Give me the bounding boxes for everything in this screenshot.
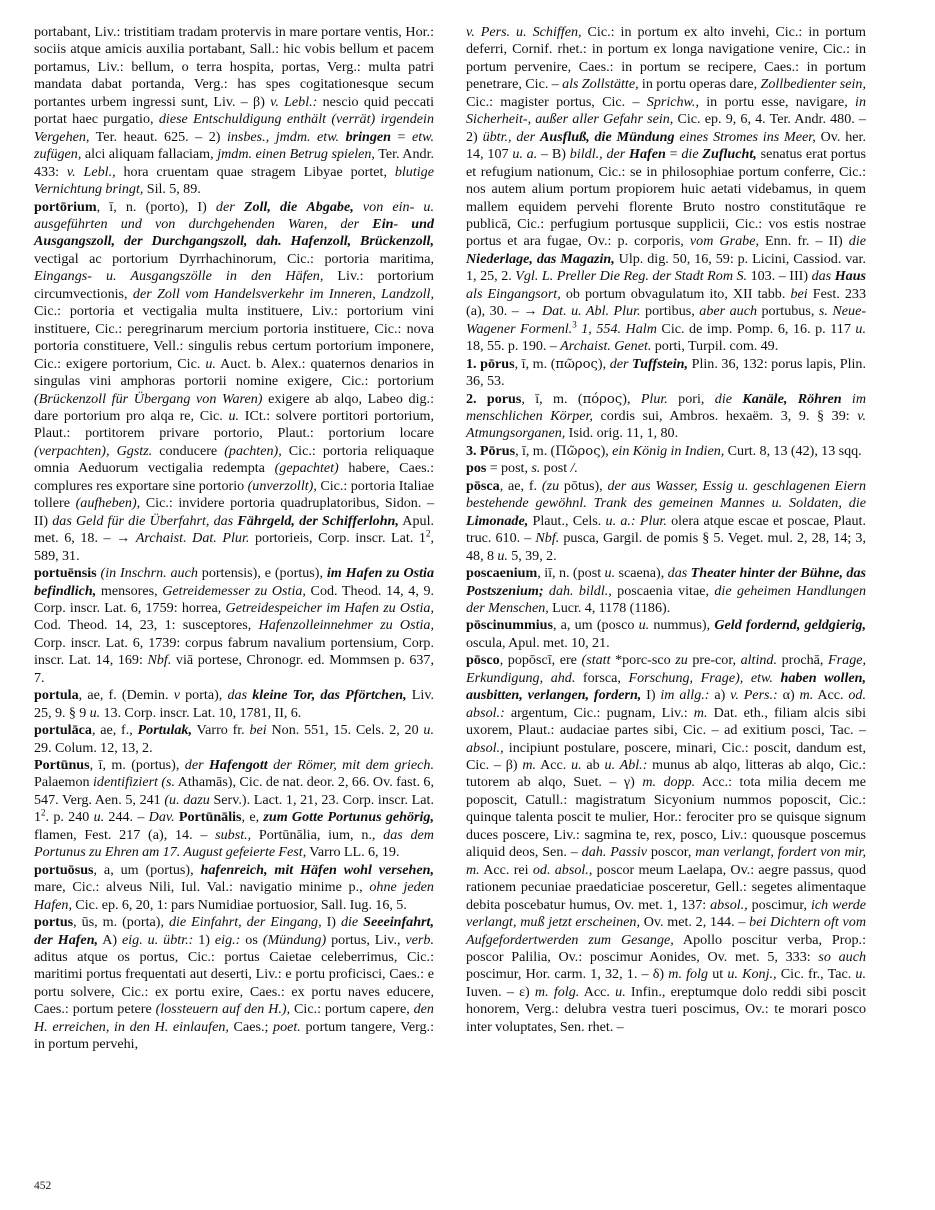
- dictionary-entry: portulāca, ae, f., Portulak, Varro fr. bei Non. 551, 15. Cels. 2, 20 u. 29. Colum. 12, 13, 2.: [34, 722, 434, 756]
- dictionary-entry: portula, ae, f. (Demin. v porta), das kleine Tor, das Pförtchen, Liv. 25, 9. § 9 u. 13. Corp. inscr. Lat. 10, 1781, II, 6.: [34, 687, 434, 721]
- dictionary-entry: portabant, Liv.: tristitiam tradam protervis in mare portare ventis, Hor.: sociis atque amicis auxilia portabant, Sall.: hic vobis bellum et pacem portamus, Liv.: bellum, o terra hospita, portas, Verg.: multa patri mandata dabat portanda, Verg.: has spes cogitationesque secum portantes urbem ingressi sunt, Liv. – β) v. Lebl.: nescio quid peccati portat haec purgatio, diese Entschuldigung enthält (verrät) irgendein Vergehen, Ter. heaut. 625. – 2) insbes., jmdm. etw. bringen = etw. zufügen, alci aliquam fallaciam, jmdm. einen Betrug spielen, Ter. Andr. 433: v. Lebl., hora cruentam quae stragem Libyae portet, blutige Vernichtung bringt, Sil. 5, 89.: [34, 24, 435, 198]
- dictionary-entry: portuēnsis (in Inschrn. auch portensis), e (portus), im Hafen zu Ostia befindlich, mensores, Getreidemesser zu Ostia, Cod. Theod. 14, 4, 9. Corp. inscr. Lat. 6, 1759: horrea, Getreidespeicher im Hafen zu Ostia, Cod. Theod. 14, 23, 1: susceptores, Hafenzolleinnehmer zu Ostia, Corp. inscr. Lat. 6, 1739: corpus fabrum navalium portensium, Corp. inscr. Lat. 14, 169: Nbf. viā portese, Chronogr. ed. Mommsen p. 637, 7.: [34, 565, 435, 686]
- dictionary-entry: portuōsus, a, um (portus), hafenreich, mit Häfen wohl versehen, mare, Cic.: alveus Nili, Iul. Val.: navigatio minime p., ohne jeden Hafen, Cic. ep. 6, 20, 1: pars Numidiae portuosior, Sall. Iug. 16, 5.: [34, 861, 434, 913]
- dictionary-entry: pōsco, popōscī, ere (statt *porc-sco zu pre-cor, altind. prochā, Frage, Erkundigung, ahd. forsca, Forschung, Frage), etw. haben wollen, ausbitten, verlangen, fordern, I) im allg.: a) v. Pers.: α) m. Acc. od. absol.: argentum, Cic.: pugnam, Liv.: m. Dat. eth., filiam alcis sibi uxorem, Plaut.: audaciae partes sibi, Cic. – ad exitium posci, Tac. – absol., incipiunt postulare, poscere, minari, Cic.: poscit, dandum est, Cic. – β) m. Acc. u. ab u. Abl.: munus ab alqo, litteras ab alqo, Cic.: tutorem ab alqo, Suet. – γ) m. dopp. Acc.: tota milia decem me poposcit, Catull.: magistratum Sicyonium nummos poposcit, Cic.: quinque talenta poscit te mulier, Hor.: ferociter pro se quisque signum duces poscere, Liv.: sagmina te, rex, posco, Liv.: quousque poscemus aliquid deos, Sen. – dah. Passiv poscor, man verlangt, fordert von mir, m. Acc. rei od. absol., poscor meum Laelapa, Ov.: aegre passus, quod rationem pecuniae praedaticiae posceretur, Gell.: segetes alimentaque debita poscebatur humus, Ov. met. 1, 137: absol., poscimur, ich werde verlangt, muß jetzt erscheinen, Ov. met. 2, 144. – bei Dichtern oft vom Aufgefordertwerden zum Gesange, Apollo poscitur verba, Prop.: poscor Palilia, Ov.: poscimur Aonides, Ov. met. 5, 333: so auch poscimur, Hor. carm. 1, 32, 1. – δ) m. folg ut u. Konj., Cic. fr., Tac. u. Iuven. – ε) m. folg. Acc. u. Infin., ereptumque dolo reddi sibi poscit honorem, Verg.: delubra vestra tueri poscimus, Ov.: te morari posco inter voluptates, Sen. rhet. –: [466, 652, 867, 1035]
- dictionary-entry: v. Pers. u. Schiffen, Cic.: in portum ex alto invehi, Cic.: in portum deferri, Cornif. rhet.: in portum ex longa navigatione venire, Cic.: in portum pervenire, Caes.: in portum se recipere, Caes.: in portum penetrare, Cic. – als Zollstätte, in portu operas dare, Zollbedienter sein, Cic.: magister portus, Cic. – Sprichw., in portu esse, navigare, in Sicherheit-, außer aller Gefahr sein, Cic. ep. 9, 6, 4. Ter. Andr. 480. – 2) übtr., der Ausfluß, die Mündung eines Stromes ins Meer, Ov. her. 14, 107 u. a. – B) bildl., der Hafen = die Zuflucht, senatus erat portus et refugium nationum, Cic.: se in philosophiae portum conferre, Cic.: nos autem alium portum propiorem huic aetati videbamus, in quem mallem equidem pervehi florente Bruto nostro constitutāque re publicā, Cic.: perfugium portusque supplicii, Cic.: vos estis nostrae portus et ara fugae, Ov.: p. corporis, vom Grabe, Enn. fr. – II) die Niederlage, das Magazin, Ulp. dig. 50, 16, 59: p. Licini, Cassiod. var. 1, 25, 2. Vgl. L. Preller Die Reg. der Stadt Rom S. 103. – III) das Haus als Eingangsort, ob portum obvagulatum ito, XII tabb. bei Fest. 233 (a), 30. – → Dat. u. Abl. Plur. portibus, aber auch portubus, s. Neue-Wagener Formenl.$^3$ 1, 554. Halm Cic. de imp. Pomp. 6, 16. p. 117 u. 18, 55. p. 190. – Archaist. Genet. porti, Turpil. com. 49.: [466, 24, 867, 355]
- dictionary-entry: portus, ūs, m. (porta), die Einfahrt, der Eingang, I) die Seeeinfahrt, der Hafen, A) eig. u. übtr.: 1) eig.: os (Mündung) portus, Liv., verb. aditus atque os portus, Cic.: portus Caietae celeberrimus, Cic.: maritimi portus frequentati aut deserti, Liv.: e portu proficisci, Caes.: e portu solvere, Cic.: ex portu exire, Caes.: ex portu naves educere, Caes.: portum petere (lossteuern auf den H.), Cic.: portum capere, den H. erreichen, in den H. einlaufen, Caes.; poet. portum tangere, Verg.: in portum pervehi,: [34, 914, 435, 1053]
- dictionary-entry: pōscinummius, a, um (posco u. nummus), Geld fordernd, geldgierig, oscula, Apul. met. 10, 21.: [466, 617, 866, 651]
- dictionary-entry: 2. porus, ī, m. (πόρος), Plur. pori, die Kanäle, Röhren im menschlichen Körper, cordis sui, Ambros. hexaëm. 3, 9. § 39: v. Atmungsorganen, Isid. orig. 11, 1, 80.: [466, 390, 866, 442]
- dictionary-entry: Portūnus, ī, m. (portus), der Hafengott der Römer, mit dem griech. Palaemon identifiziert (s. Athamās), Cic. de nat. deor. 2, 66. Ov. fast. 6, 547. Verg. Aen. 5, 241 (u. dazu Serv.). Lact. 1, 21, 23. Corp. inscr. Lat. $1^2$. p. 240 u. 244. – Dav. Portūnālis, e, zum Gotte Portunus gehörig, flamen, Fest. 217 (a), 14. – subst., Portūnālia, ium, n., das dem Portunus zu Ehren am 17. August gefeierte Fest, Varro LL. 6, 19.: [34, 757, 434, 861]
- dictionary-entry: pos = post, s. post /.: [466, 460, 578, 477]
- dictionary-entry: 1. pōrus, ī, m. (πῶρος), der Tuffstein, Plin. 36, 132: porus lapis, Plin. 36, 53.: [466, 355, 866, 390]
- right-column: [466, 24, 866, 1164]
- dictionary-entry: portōrium, ī, n. (porto), I) der Zoll, die Abgabe, von ein- u. ausgeführten und von durchgehenden Waren, der Ein- und Ausgangszoll, der Durchgangszoll, dah. Hafenzoll, Brückenzoll, vectigal ac portorium Dyrrhachinorum, Cic.: portoria maritima, Eingangs- u. Ausgangszölle in den Häfen, Liv.: portorium circumvectionis, der Zoll vom Handelsverkehr im Inneren, Landzoll, Cic.: portoria et vectigalia multa instituere, Liv.: portorium vini instituere, Cic.: peregrinarum mercium portoria instituere, Cic.: nova portoria constituere, Vell.: singulis rebus certum portorium imponere, Cic.: exigere portorium, Cic. u. Auct. b. Alex.: quaternos denarios in singulas vini amphoras portorii nomine exigere, Cic.: portorium (Brückenzoll für Übergang von Waren) exigere ab alqo, Labeo dig.: dare portorium pro alqa re, Cic. u. ICt.: solvere portitori portorium, Plaut.: portitorem privare portorio, Plaut.: portorium locare (verpachten), Ggstz. conducere (pachten), Cic.: portoria reliquaque omnia Aeduorum vectigalia redempta (gepachtet) habere, Caes.: complures res exportare sine portorio (unverzollt), Cic.: portoria Italiae tollere (aufheben), Cic.: invidere portoria quadruplatoribus, Sidon. – II) das Geld für die Überfahrt, das Fährgeld, der Schifferlohn, Apul. met. 6, 18. – → Archaist. Dat. Plur. portorieis, Corp. inscr. Lat. $1^2$, 589, 31.: [34, 198, 435, 564]
- page-number: 452: [34, 1180, 52, 1192]
- left-column: [34, 24, 434, 1164]
- dictionary-entry: pōsca, ae, f. (zu pōtus), der aus Wasser, Essig u. geschlagenen Eiern bestehende gewöhnl. Trank des gemeinen Mannes u. Soldaten, die Limonade, Plaut., Cels. u. a.: Plur. olera atque escae et poscae, Plaut. truc. 610. – Nbf. pusca, Gargil. de pomis § 5. Veget. mul. 2, 28, 14; 3, 48, 8 u. 5, 39, 2.: [466, 477, 866, 564]
- dictionary-entry: 3. Pōrus, ī, m. (Πῶρος), ein König in Indien, Curt. 8, 13 (42), 13 sqq.: [466, 442, 862, 459]
- page-columns: [34, 24, 901, 1164]
- dictionary-entry: poscaenium, iī, n. (post u. scaena), das Theater hinter der Bühne, das Postszenium; dah. bildl., poscaenia vitae, die geheimen Handlungen der Menschen, Lucr. 4, 1178 (1186).: [466, 565, 866, 616]
